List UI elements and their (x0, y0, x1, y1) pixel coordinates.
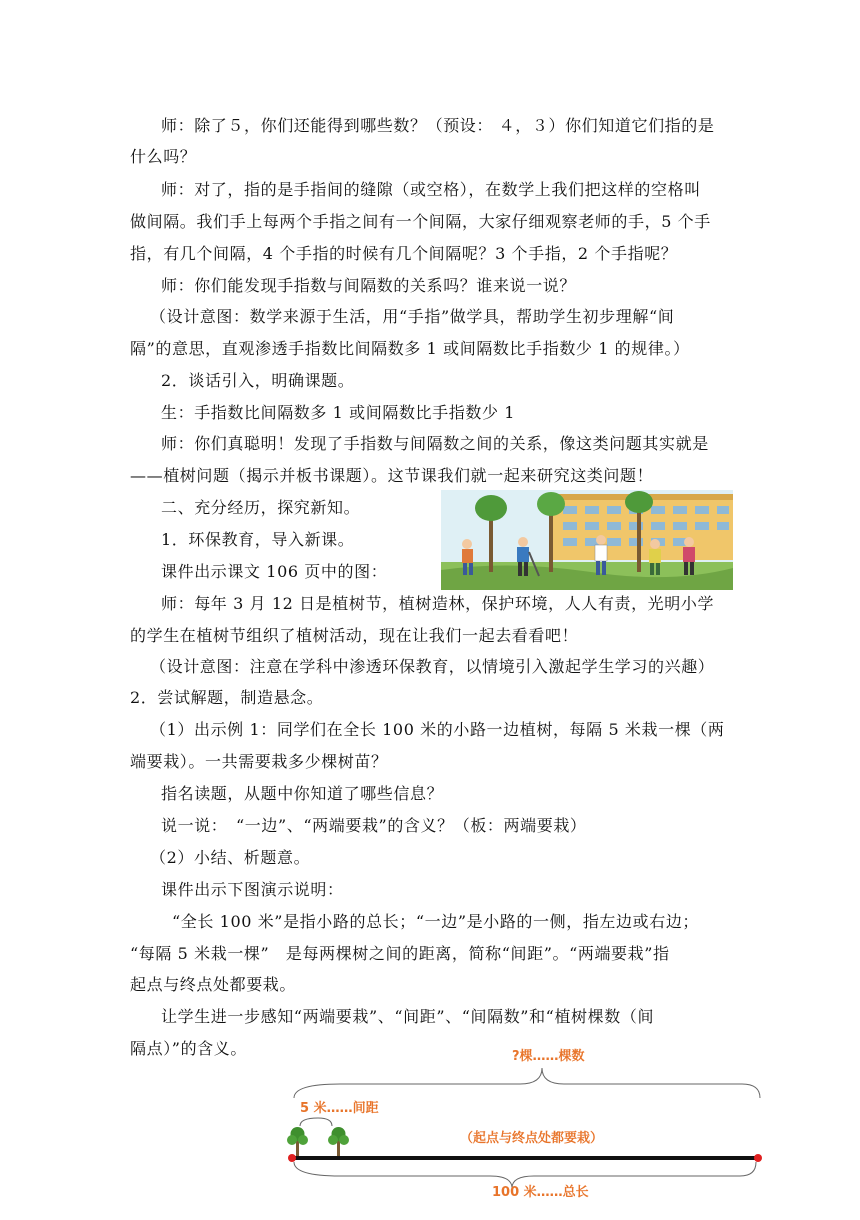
ends-label: （起点与终点处都要栽） (460, 1131, 604, 1146)
count-label: ?棵……棵数 (512, 1049, 585, 1064)
end-point (754, 1154, 762, 1162)
para-line: 让学生进一步感知“两端要栽”、“间距”、“间隔数”和“植树棵数（间 (161, 1007, 655, 1026)
tree-planting-scene-icon (441, 490, 733, 590)
para-line: 隔”的意思，直观渗透手指数比间隔数多 1 或间隔数比手指数少 1 的规律。） (130, 339, 690, 358)
para-line: ——植树问题（揭示并板书课题）。这节课我们就一起来研究这类问题！ (130, 466, 654, 485)
spacing-brace (300, 1118, 332, 1126)
para-line: 课件出示下图演示说明： (161, 880, 344, 899)
para-line: 师：你们能发现手指数与间隔数的关系吗？谁来说一说？ (161, 276, 577, 295)
para-line: 二、充分经历，探究新知。 (161, 498, 361, 517)
para-line: 隔点）”的含义。 (130, 1039, 247, 1058)
para-line: “每隔 5 米栽一棵” 是每两棵树之间的距离，简称“间距”。“两端要栽”指 (130, 944, 670, 963)
para-line: 生：手指数比间隔数多 1 或间隔数比手指数少 1 (161, 403, 516, 422)
para-line: 课件出示课文 106 页中的图： (161, 562, 388, 581)
para-line: （设计意图：数学来源于生活，用“手指”做学具，帮助学生初步理解“间 (150, 307, 675, 326)
para-line: （1）出示例 1：同学们在全长 100 米的小路一边植树，每隔 5 米栽一棵（两 (150, 720, 725, 739)
spacing-label: 5 米……间距 (300, 1101, 379, 1116)
para-line: 1．环保教育，导入新课。 (161, 530, 355, 549)
para-line: 师：每年 3 月 12 日是植树节，植树造林，保护环境，人人有责，光明小学 (161, 594, 715, 613)
para-line: （设计意图：注意在学科中渗透环保教育，以情境引入激起学生学习的兴趣） (150, 657, 715, 676)
para-line: 师：你们真聪明！发现了手指数与间隔数之间的关系，像这类问题其实就是 (161, 434, 709, 453)
para-line: 端要栽）。一共需要栽多少棵树苗？ (130, 752, 388, 771)
tree-icon (287, 1127, 308, 1157)
top-brace (294, 1068, 760, 1098)
para-line: 什么吗？ (130, 147, 197, 166)
para-line: 指名读题，从题中你知道了哪些信息？ (161, 784, 444, 803)
tree-icon (328, 1127, 349, 1157)
total-length-label: 100 米……总长 (492, 1185, 589, 1200)
para-line: 师：除了５，你们还能得到哪些数？（预设： ４，３）你们知道它们指的是 (161, 116, 715, 135)
para-line: “全长 100 米”是指小路的总长；“一边”是小路的一侧，指左边或右边； (172, 912, 700, 931)
para-line: 说一说： “一边”、“两端要栽”的含义？（板：两端要栽） (161, 816, 587, 835)
para-line: 指，有几个间隔，4 个手指的时候有几个间隔呢？3 个手指，2 个手指呢？ (130, 244, 678, 263)
para-line: （2）小结、析题意。 (150, 848, 311, 867)
para-line: 师：对了，指的是手指间的缝隙（或空格），在数学上我们把这样的空格叫 (161, 180, 701, 199)
start-point (288, 1154, 296, 1162)
para-line: 做间隔。我们手上每两个手指之间有一个间隔，大家仔细观察老师的手，5 个手 (130, 212, 711, 231)
tree-planting-illustration (441, 490, 733, 590)
planting-diagram (280, 1040, 780, 1216)
para-line: 的学生在植树节组织了植树活动，现在让我们一起去看看吧！ (130, 626, 579, 645)
para-line: 起点与终点处都要栽。 (130, 975, 297, 994)
planting-diagram-svg (280, 1040, 780, 1216)
para-line: 2．尝试解题，制造悬念。 (130, 688, 324, 707)
para-line: 2．谈话引入，明确课题。 (161, 371, 355, 390)
